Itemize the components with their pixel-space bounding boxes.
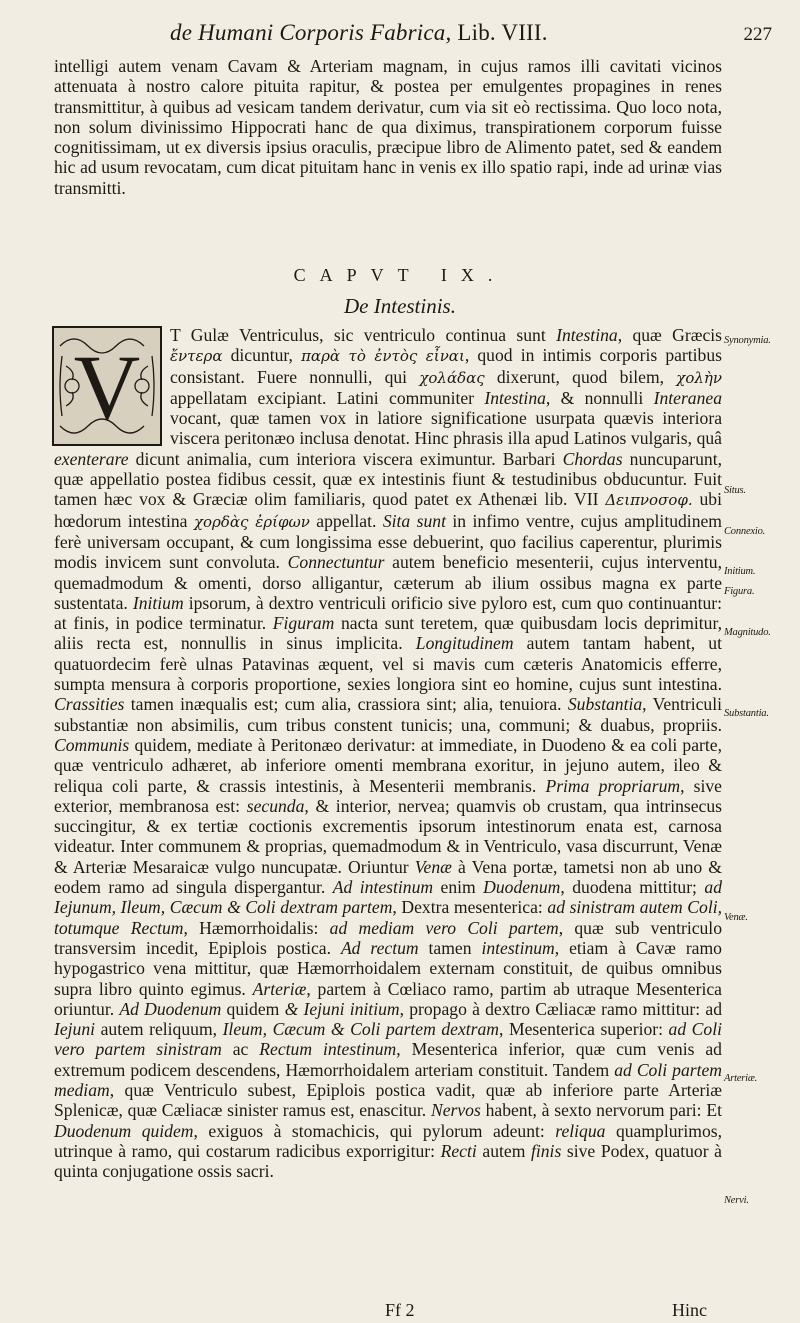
text-run: Substantia (567, 694, 643, 715)
text-run: , propago à dextro Cæliacæ ramo mittitur: ad (399, 998, 723, 1019)
margin-note-magnitudo: Magnitudo. (724, 627, 771, 638)
text-run: secunda (246, 795, 305, 816)
page-number: 227 (743, 24, 772, 45)
text-run: ad Coli partem mediam (54, 1059, 722, 1100)
text-run: dixerunt, quod bilem, (484, 366, 677, 387)
margin-note-synonymia: Synonymia. (724, 335, 771, 346)
chapter-title: CAPVT IX. (293, 265, 507, 285)
text-run: Interanea (653, 387, 722, 408)
text-run: sive Podex, quatuor à quinta conjugatione ossis sacri. (54, 1140, 722, 1182)
text-run: , Mesenterica inferior, quæ cum venis ad extremum podicem descendens, Hæmorrhoidalem arteriam constituit. Tandem (54, 1039, 722, 1080)
margin-note-figura: Figura. (724, 586, 755, 597)
decorated-initial (52, 326, 162, 446)
text-run: Crassities (54, 694, 125, 715)
text-run: reliqua (555, 1120, 606, 1141)
text-run: finis (530, 1140, 562, 1161)
text-run: ἔντερα (170, 347, 223, 366)
margin-note-substantia: Substantia. (724, 708, 769, 719)
text-run: in infimo ventre, cujus amplitudinem ferè universam occupant, & cum longissima esse debuerint, quo facilius caperentur, plurimis modis invicem sunt convoluta. (54, 510, 722, 573)
text-run: tamen inæqualis est; cum alia, crassiora sint; alia, tenuiora. (124, 694, 568, 715)
text-run: ad mediam vero Coli partem (329, 917, 559, 938)
text-run: autem reliquum, (95, 1019, 223, 1040)
text-run: Longitudinem (415, 633, 514, 654)
text-run: , partem à Cœliaco ramo, partim ab utraque Mesenterica oriuntur. (54, 978, 722, 1019)
text-run: Communis (54, 734, 130, 755)
text-run: Recti (440, 1140, 477, 1161)
text-run: Ad intestinum (332, 877, 434, 898)
text-run: , Hæmorrhoidalis: (183, 917, 330, 938)
text-run: Duodenum (483, 877, 561, 898)
text-run: , exiguos à stomachicis, qui pylorum adeunt: (193, 1120, 556, 1141)
text-run: παρὰ τὸ ἐντὸς εἶναι (301, 347, 465, 366)
running-title (170, 20, 548, 46)
text-run: Initium (132, 592, 184, 613)
text-run: habent, à sexto nervorum pari: Et (480, 1100, 722, 1121)
text-run: appellatam excipiant. Latini communiter (170, 387, 485, 408)
margin-note-nervi: Nervi. (724, 1195, 749, 1206)
text-run: quamplurimos, utrinque à ramo, qui costarum radicibus exporrigitur: (54, 1120, 722, 1161)
text-run: enim (433, 877, 484, 898)
text-run: Ad rectum (340, 937, 419, 958)
margin-note-situs: Situs. (724, 485, 746, 496)
text-run: & Iejuni initium (284, 998, 400, 1019)
intro-paragraph (54, 56, 722, 198)
text-run: , quæ Ventriculo subest, Epiplois postica vadit, quæ ab inferiore parte Arteriæ Splenicæ, quæ Cæliacæ sinister ramus est, enascitur. (54, 1079, 722, 1121)
text-run: nacta sunt teretem, quæ quibusdam locis deprimitur, aliis recta est, nonnullis in sinus implicita. (54, 613, 722, 654)
text-run: ad Coli vero partem sinistram (54, 1019, 722, 1060)
intro-text: intelligi autem venam Cavam & Arteriam magnam, in cujus ramos illi cavitati vicinos attenuata à nostro calore pituita rapitur, & postea per emulgentes propagines in renes transmittitur, à quibus ad vesicam tandem derivatur, cum via sit eò rectissima. Quo loco nota, non solum divinissimo Hippocrati hanc de qua diximus, transpirationem corporum fuisse cognitissimam, ut ex diversis ipsius oraculis, præcipue libro de Alimento patet, sed & eandem hic ad usum revocatam, cum dicat pituitam hanc in venis ex illo spatio rapi, inde ad urinæ vias transmitti. (54, 56, 722, 198)
text-run: à Vena portæ, tametsi non ab uno & eodem ramo ad singula dispergantur. (54, 856, 722, 898)
text-run: vocant, quæ tamen vox in latiore significatione usurpata quævis interiora viscera peritonæo inclusa denotat. Hinc phrasis illa apud Latinos vulgaris, quâ (170, 408, 722, 449)
text-run: Iejuni (54, 1019, 96, 1040)
margin-note-initium: Initium. (724, 566, 756, 577)
text-run: ad Iejunum, Ileum, Cæcum & Coli dextram partem (54, 877, 722, 918)
initial-letter: V (73, 336, 141, 438)
text-run: autem tantam habent, ut quatuordecim ferè ulnas Patavinas æquent, vel si mavis cum cæteris Anatomicis efferre, sumpta mensura à corporis proportione, sexies longiora sint eo homine, cujus sunt intestina. (54, 633, 722, 695)
text-run: , etiam à Cavæ ramo hypogastrico vena mittitur, quæ Hæmorrhoidalem externam constituit, de quibus omnibus supra libro quinto egimus. (54, 937, 722, 999)
text-run: , quod in intimis corporis partibus consistant. Fuere nonnulli, qui (170, 345, 723, 387)
text-run: Arteriæ (252, 978, 307, 999)
text-run: dicuntur, (222, 345, 302, 366)
text-run: ac (221, 1039, 260, 1060)
text-run: Sita sunt (382, 510, 446, 531)
text-run: Ileum, Cæcum & Coli partem dextram (222, 1019, 500, 1040)
text-run: Prima propriarum (545, 775, 681, 796)
text-run: ad sinistram autem Coli, totumque Rectum (54, 897, 723, 938)
text-run: , & nonnulli (545, 387, 654, 408)
text-run: Venæ (414, 856, 452, 877)
text-run: tamen (418, 937, 482, 958)
text-run: , quæ Græcis (617, 325, 722, 345)
text-run: , sive exterior, membranosa est: (54, 775, 722, 816)
running-title-text: de Humani Corporis Fabrica, (170, 20, 452, 45)
book-number: Lib. VIII. (457, 20, 548, 45)
text-run: Figuram (272, 613, 335, 634)
text-run: χολάδας (419, 368, 485, 387)
decorated-initial-v-icon (52, 326, 162, 446)
text-run: Nervos (430, 1100, 481, 1121)
text-run: , Ventriculi substantiæ non absimilis, cum tribus constent tunicis; una, communi; & duabus, propriis. (54, 694, 722, 735)
text-run: χορδὰς ἐρίφων (193, 512, 310, 531)
catchword: Hinc (672, 1300, 707, 1320)
text-run: Rectum intestinum (259, 1039, 397, 1060)
text-run: T Gulæ Ventriculus, sic ventriculo continua sunt (170, 325, 557, 345)
text-run: , & interior, nervea; quamvis ob crustam, qua intrinsecus succingitur, & ex tertiæ coctionis excrementis ipsorum intestinorum enata est, carnosa videatur. Inter communem & proprias, quemadmodum & in Ventriculo, vasa discurrunt, Venæ & Arteriæ Mesaraicæ vulgo nuncupatæ. Oriuntur (54, 795, 722, 877)
text-run: Connectuntur (287, 552, 385, 573)
text-run: ipsorum, à dextro ventriculi orificio sive pyloro est, cum quo continuantur: at finis, in podice terminatur. (54, 592, 722, 634)
chapter-body (54, 325, 722, 1181)
text-run: autem beneficio mesenterii, cujus interventu, quemadmodum & omenti, dorso alligantur, cæterum ab ilium ossibus magna ex parte sustentata. (54, 552, 723, 613)
text-run: Chordas (562, 448, 623, 469)
text-run: exenterare (54, 448, 129, 469)
text-run: quidem (221, 998, 285, 1019)
text-run: intestinum (481, 937, 555, 958)
margin-note-connexio: Connexio. (724, 526, 766, 537)
text-run: nuncuparunt, quæ appellatio postea fidibus cessit, quæ ex intestinis fiunt & testudinibus obducuntur. Fuit tamen hæc vox & Græciæ olim familiaris, quod patet ex Athenæi lib. VII (54, 448, 722, 510)
running-header (0, 20, 800, 60)
signature-mark: Ff 2 (385, 1300, 415, 1320)
text-run: Ad Duodenum (119, 998, 222, 1019)
text-run: Intestina (556, 325, 618, 345)
margin-note-venae: Venæ. (724, 912, 748, 923)
text-run: χολὴν (676, 368, 723, 387)
text-run: dicunt animalia, cum interiora viscera eximuntur. Barbari (128, 448, 563, 469)
text-run: ubi hœdorum intestina (54, 489, 722, 531)
text-run: Δειπνοσοφ. (605, 491, 693, 510)
text-run: , Mesenterica superior: (499, 1019, 669, 1040)
margin-note-arteriae: Arteriæ. (724, 1073, 758, 1084)
text-run: appellat. (309, 510, 383, 531)
chapter-subtitle: De Intestinis. (344, 294, 456, 318)
text-run: quidem, mediate à Peritonæo derivatur: at immediate, in Duodeno & ea coli parte, quæ ventriculo adhæret, ab inferiore omenti membrana exoritur, in jejuno autem, ileo & reliqua coli parte, & crassis intestinis, à Mesenterii membranis. (54, 734, 722, 796)
text-run: , Dextra mesenterica: (392, 897, 548, 918)
main-paragraph (54, 325, 722, 1181)
text-run: Intestina (484, 387, 546, 408)
text-run: , quæ sub ventriculo transversim incedit, Epiplois postica. (54, 917, 722, 958)
text-run: , duodena mittitur; (560, 877, 705, 898)
text-run: autem (476, 1140, 531, 1161)
page-footer (0, 1300, 800, 1323)
text-run: Duodenum quidem (54, 1120, 194, 1141)
